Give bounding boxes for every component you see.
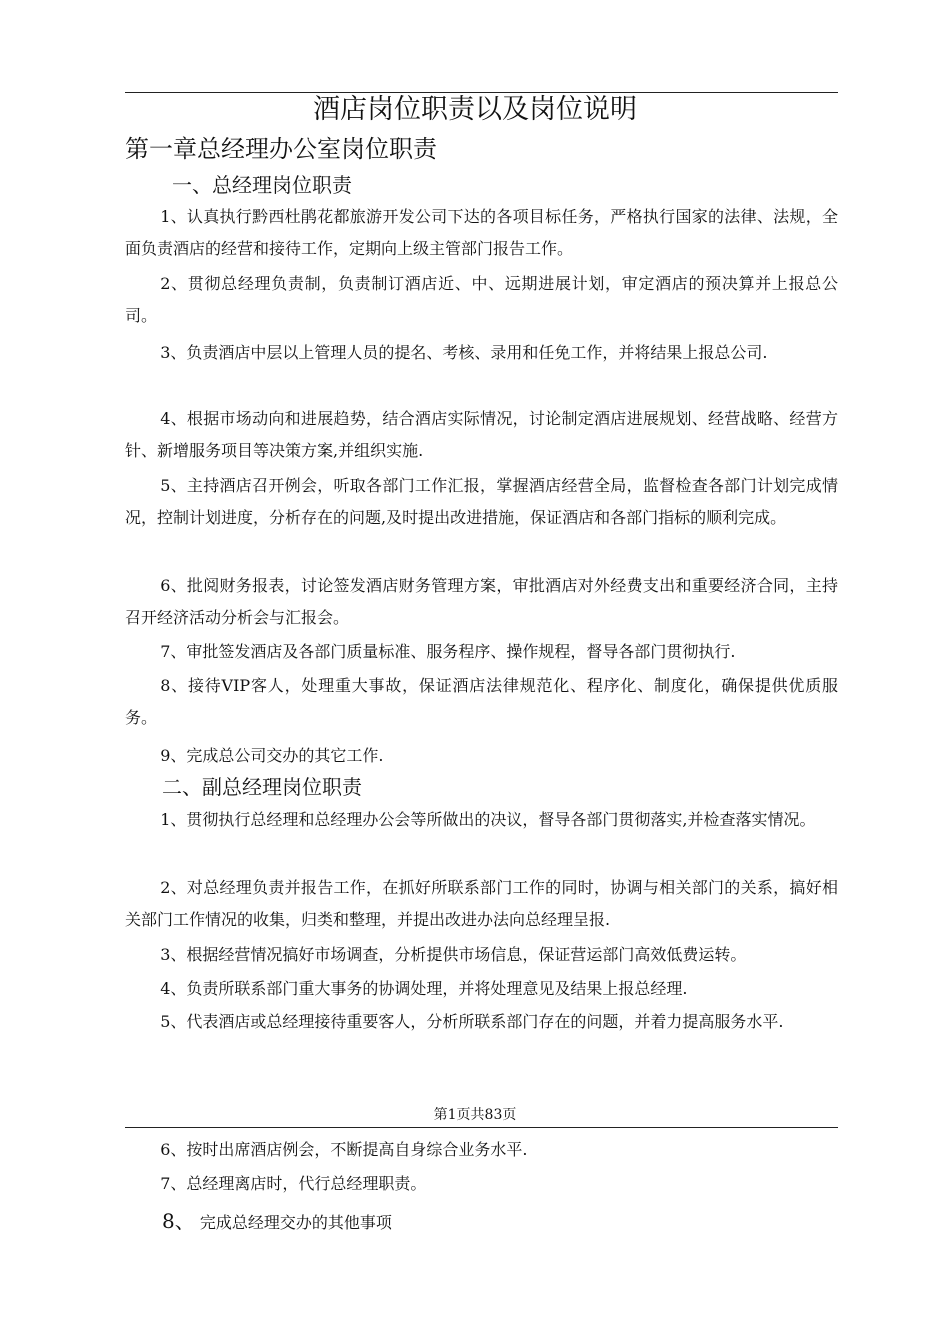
document-title: 酒店岗位职责以及岗位说明: [313, 94, 637, 125]
list-item: 1、认真执行黔西杜鹃花都旅游开发公司下达的各项目标任务，严格执行国家的法律、法规，全面负责酒店的经营和接待工作，定期向上级主管部门报告工作。: [125, 207, 838, 258]
list-item: 5、代表酒店或总经理接待重要客人，分析所联系部门存在的问题，并着力提高服务水平.: [160, 1012, 784, 1031]
page-break-rule: [125, 1127, 838, 1128]
list-item: 4、根据市场动向和进展趋势，结合酒店实际情况，讨论制定酒店进展规划、经营战略、经营方针、新增服务项目等决策方案,并组织实施.: [125, 409, 838, 460]
list-item: 2、贯彻总经理负责制，负责制订酒店近、中、远期进展计划，审定酒店的预决算并上报总公司。: [125, 274, 838, 325]
list-item: 9、完成总公司交办的其它工作.: [160, 746, 384, 765]
list-item: 3、根据经营情况搞好市场调查，分析提供市场信息，保证营运部门高效低费运转。: [160, 945, 747, 964]
list-item: 1、贯彻执行总经理和总经理办公会等所做出的决议，督导各部门贯彻落实,并检查落实情况。: [160, 810, 816, 829]
list-item: 6、批阅财务报表，讨论签发酒店财务管理方案，审批酒店对外经费支出和重要经济合同，主持召开经济活动分析会与汇报会。: [125, 576, 838, 627]
list-item: 6、按时出席酒店例会，不断提高自身综合业务水平.: [160, 1140, 528, 1159]
list-item: 3、负责酒店中层以上管理人员的提名、考核、录用和任免工作，并将结果上报总公司.: [160, 343, 768, 362]
page-footer: 第1页共83页: [433, 1107, 517, 1123]
list-item: 4、负责所联系部门重大事务的协调处理，并将处理意见及结果上报总经理.: [160, 979, 688, 998]
list-item: 5、主持酒店召开例会，听取各部门工作汇报，掌握酒店经营全局，监督检查各部门计划完成情况，控制计划进度，分析存在的问题,及时提出改进措施，保证酒店和各部门指标的顺利完成。: [125, 476, 838, 527]
list-item: [162, 1206, 392, 1238]
list-item: 2、对总经理负责并报告工作，在抓好所联系部门工作的同时，协调与相关部门的关系，搞好相关部门工作情况的收集，归类和整理，并提出改进办法向总经理呈报.: [125, 878, 838, 929]
section-heading-1: 一、总经理岗位职责: [172, 173, 352, 197]
list-item: 7、审批签发酒店及各部门质量标准、服务程序、操作规程，督导各部门贯彻执行.: [160, 642, 736, 661]
list-item-number: 8、: [162, 1209, 195, 1233]
list-item-text: 完成总经理交办的其他事项: [199, 1213, 392, 1232]
list-item: 7、总经理离店时，代行总经理职责。: [160, 1174, 427, 1193]
chapter-heading: 第一章总经理办公室岗位职责: [125, 135, 437, 163]
list-item: 8、接待VIP客人，处理重大事故，保证酒店法律规范化、程序化、制度化，确保提供优质服务。: [125, 676, 838, 727]
section-heading-2: 二、副总经理岗位职责: [162, 775, 362, 799]
